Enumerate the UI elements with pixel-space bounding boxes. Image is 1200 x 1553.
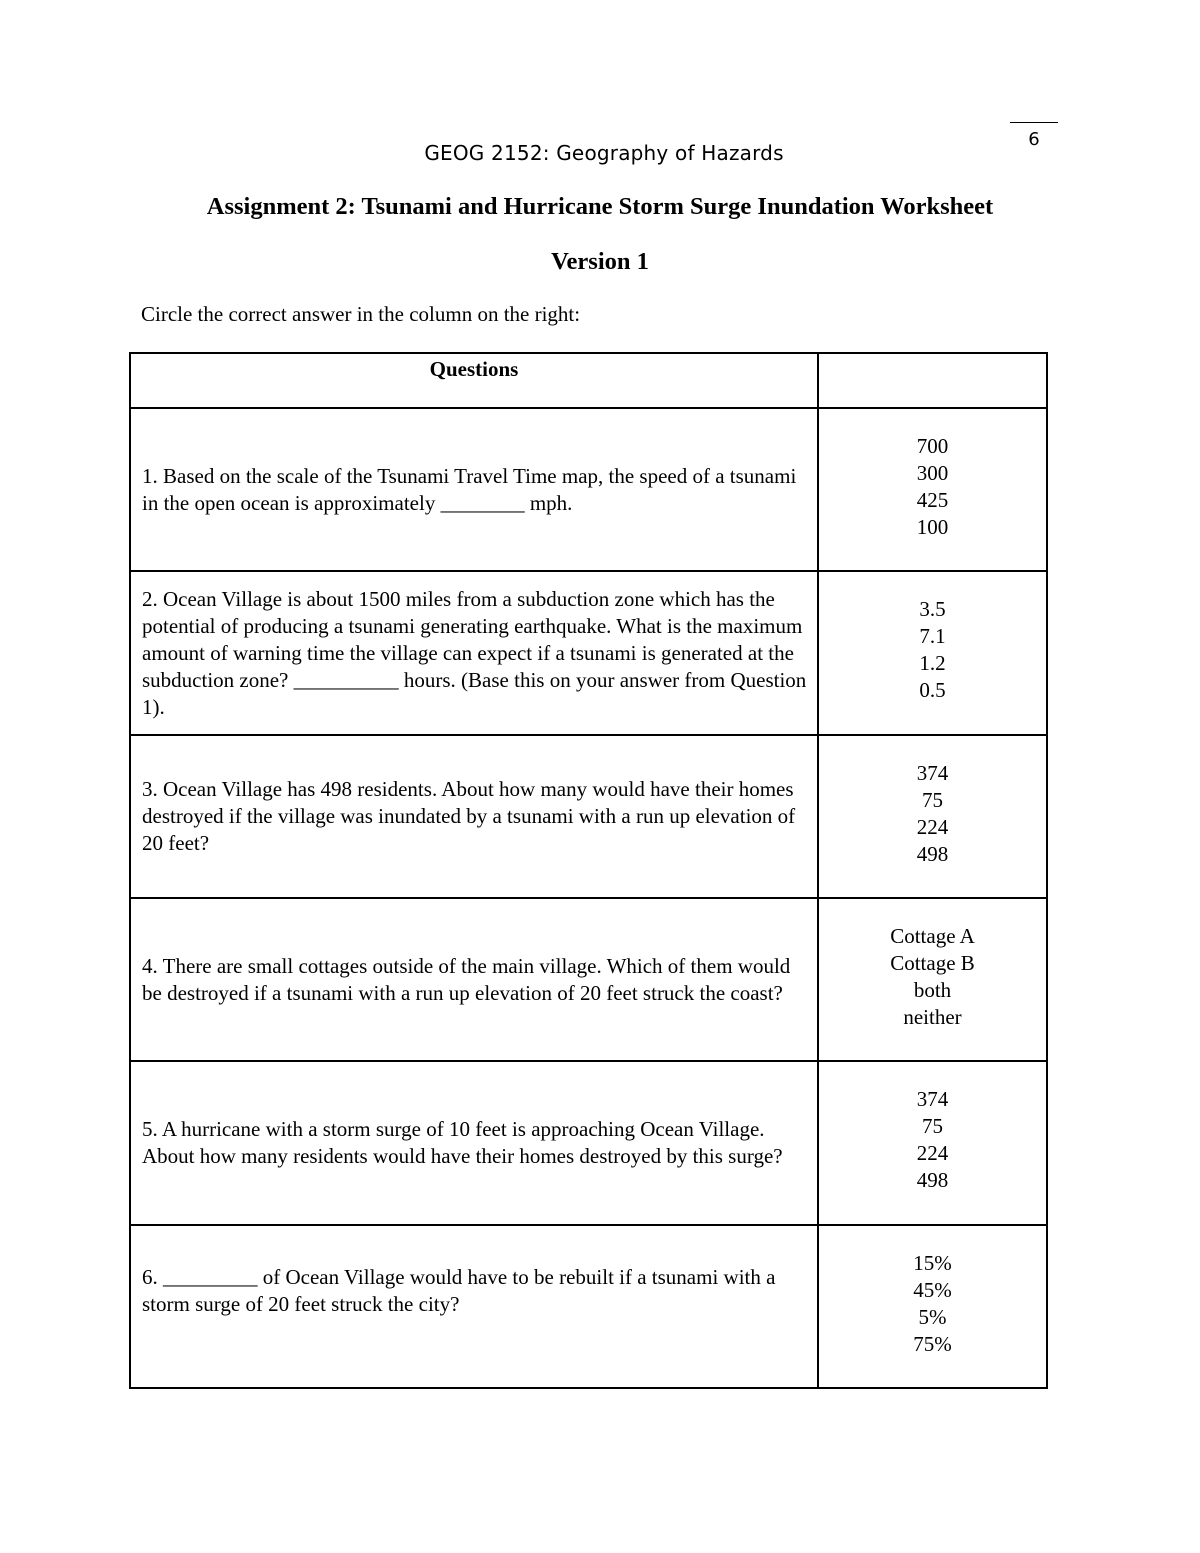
answer-option[interactable]: 75 [922,787,943,812]
question-1: 1. Based on the scale of the Tsunami Travel Time map, the speed of a tsunami in the open ocean is approximately ________ mph. [130,408,818,571]
course-title: GEOG 2152: Geography of Hazards [424,141,784,165]
answer-option[interactable]: 75 [922,1114,943,1139]
answer-option[interactable]: 100 [916,515,949,540]
instructions: Circle the correct answer in the column on the right: [141,302,581,326]
question-4: 4. There are small cottages outside of the main village. Which of them would be destroyed if a tsunami with a run up elevation of 20 feet struck the coast? [130,898,818,1061]
answer-option[interactable]: 45% [913,1277,952,1302]
worksheet-table [129,352,1048,1389]
answers-header [818,353,1047,408]
answer-choices-3 [818,735,1047,898]
answer-choices-6 [818,1225,1047,1388]
answer-choices-1 [818,408,1047,571]
page-number: 6 [1010,122,1058,150]
answer-option[interactable]: 224 [916,1141,949,1166]
table-row [130,735,1047,898]
version-title: Version 1 [551,248,649,275]
questions-header: Questions [130,353,818,408]
answer-choices-2 [818,571,1047,734]
table-header-row [130,353,1047,408]
answer-option[interactable]: 3.5 [919,597,946,622]
question-3: 3. Ocean Village has 498 residents. About how many would have their homes destroyed if the village was inundated by a tsunami with a run up elevation of 20 feet? [130,735,818,898]
answer-option[interactable]: 374 [916,760,949,785]
answer-option[interactable]: 700 [916,434,949,459]
answer-option[interactable]: neither [903,1005,962,1030]
question-2: 2. Ocean Village is about 1500 miles from a subduction zone which has the potential of producing a tsunami generating earthquake. What is the maximum amount of warning time the village can expect if a tsunami is generated at the subduction zone? __________ hours. (Base this on your answer from Question 1). [130,571,818,734]
question-5: 5. A hurricane with a storm surge of 10 feet is approaching Ocean Village. About how many residents would have their homes destroyed by this surge? [130,1061,818,1224]
table-row [130,1061,1047,1224]
table-row [130,1225,1047,1388]
answer-option[interactable]: 5% [918,1304,947,1329]
answer-option[interactable]: 224 [916,814,949,839]
answer-option[interactable]: 425 [916,488,949,513]
answer-option[interactable]: 374 [916,1087,949,1112]
answer-choices-4 [818,898,1047,1061]
answer-option[interactable]: 0.5 [919,678,946,703]
table-row [130,408,1047,571]
answer-option[interactable]: 75% [913,1331,952,1356]
answer-option[interactable]: 7.1 [919,624,946,649]
answer-option[interactable]: both [913,978,952,1003]
answer-option[interactable]: 300 [916,461,949,486]
answer-option[interactable]: 15% [913,1250,952,1275]
assignment-title: Assignment 2: Tsunami and Hurricane Storm Surge Inundation Worksheet [206,193,994,220]
question-6: 6. _________ of Ocean Village would have to be rebuilt if a tsunami with a storm surge of 20 feet struck the city? [130,1225,818,1388]
answer-option[interactable]: Cottage B [890,951,975,976]
answer-option[interactable]: 498 [916,1168,949,1193]
answer-choices-5 [818,1061,1047,1224]
answer-option[interactable]: Cottage A [890,924,975,949]
answer-option[interactable]: 498 [916,841,949,866]
answer-option[interactable]: 1.2 [919,651,946,676]
table-row [130,571,1047,734]
table-row [130,898,1047,1061]
